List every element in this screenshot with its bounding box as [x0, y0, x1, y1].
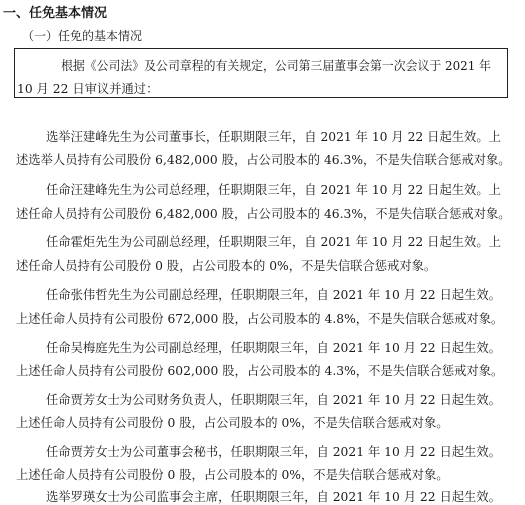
- section-title: 一、任免基本情况: [3, 6, 108, 21]
- paragraph-line: 述任命人员持有公司股份 0 股，占公司股本的 0%，不是失信联合惩戒对象。: [16, 259, 437, 273]
- paragraph-line: 任命霍炬先生为公司副总经理，任职期限三年，自 2021 年 10 月 22 日起生效。上: [46, 235, 501, 249]
- notice-line-1: 根据《公司法》及公司章程的有关规定，公司第三届董事会第一次会议于 2021 年: [61, 59, 491, 73]
- paragraph-line: 任命张伟哲先生为公司副总经理，任职期限三年，自 2021 年 10 月 22 日起生效。: [46, 288, 501, 302]
- paragraph-line: 述选举人员持有公司股份 6,482,000 股，占公司股本的 46.3%，不是失信联合惩戒对象。: [16, 153, 511, 167]
- paragraph-line: 上述任命人员持有公司股份 0 股，占公司股本的 0%，不是失信联合惩戒对象。: [16, 468, 449, 482]
- notice-line-2: 10 月 22 日审议并通过：: [17, 82, 159, 96]
- paragraph-line: 任命吴梅庭先生为公司副总经理，任职期限三年，自 2021 年 10 月 22 日起生效。: [46, 341, 501, 355]
- subsection-title: （一）任免的基本情况: [22, 29, 143, 43]
- paragraph-line: 任命汪建峰先生为公司总经理，任职期限三年，自 2021 年 10 月 22 日起生效。上: [46, 183, 501, 197]
- paragraph-line: 任命贾芳女士为公司董事会秘书，任职期限三年，自 2021 年 10 月 22 日起生效。: [46, 445, 501, 459]
- paragraph-line: 选举罗瑛女士为公司监事会主席，任职期限三年，自 2021 年 10 月 22 日起生效。: [46, 490, 501, 504]
- paragraph-line: 选举汪建峰先生为公司董事长，任职期限三年，自 2021 年 10 月 22 日起生效。上: [46, 130, 501, 144]
- paragraph-line: 述任命人员持有公司股份 6,482,000 股，占公司股本的 46.3%，不是失信联合惩戒对象。: [16, 207, 511, 221]
- paragraph-line: 任命贾芳女士为公司财务负责人，任职期限三年，自 2021 年 10 月 22 日起生效。: [46, 393, 501, 407]
- notice-box: [14, 48, 508, 98]
- paragraph-line: 上述任命人员持有公司股份 602,000 股，占公司股本的 4.3%，不是失信联合惩戒对象。: [16, 364, 504, 378]
- paragraph-line: 上述任命人员持有公司股份 0 股，占公司股本的 0%，不是失信联合惩戒对象。: [16, 416, 449, 430]
- paragraph-line: 上述任命人员持有公司股份 672,000 股，占公司股本的 4.8%，不是失信联合惩戒对象。: [16, 312, 504, 326]
